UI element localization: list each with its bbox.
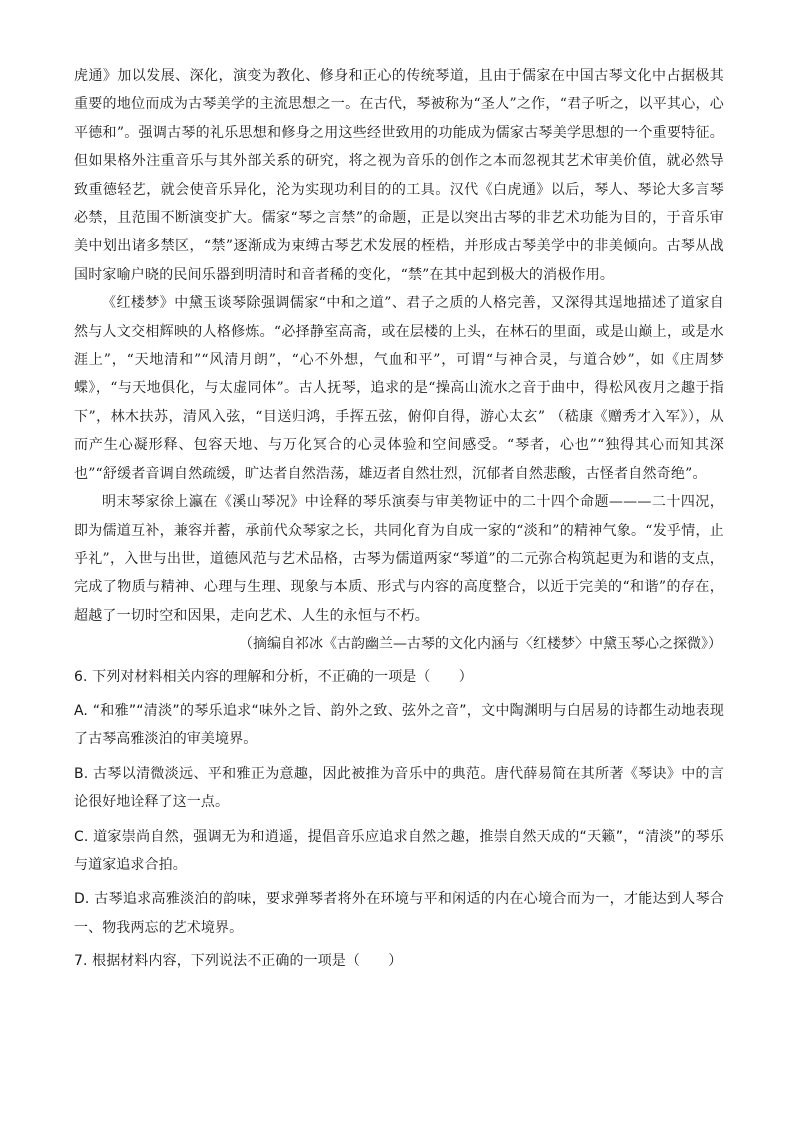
article-source: （摘编自祁冰《古韵幽兰—古琴的文化内涵与〈红楼梦〉中黛玉琴心之探微》）	[239, 636, 722, 653]
article-paragraph-2: 《红楼梦》中黛玉谈琴除强调儒家“中和之道”、君子之质的人格完善，又深得其逞地描述了道家自然与人文交相辉映的人格修炼。“必择静室高斋，或在层楼的上头，在林石的里面，或是山巅上，或是水涯上”，“天地清和”“风清月朗”，“心不外想，气血和平”，可谓“与神合灵，与道合妙”，如《庄周梦蝶》，“与天地俱化，与太虚同体”。古人抚琴，追求的是“操高山流水之音于曲中，得松风夜月之趣于指下”，林木扶苏，清风入弦，“目送归鸿，手挥五弦，俯仰自得，游心太玄” （嵇康《赠秀才入军》），从而产生心凝形释、包容天地、与万化冥合的心灵体验和空间感受。“琴者，心也”“独得其心而知其深也”“舒缓者音调自然疏缓，旷达者自然浩荡，雄迈者自然壮烈，沉郁者自然悲酸，古怪者自然奇绝”。	[74, 295, 724, 482]
question-6-option-d: D. 古琴追求高雅淡泊的韵味，要求弹琴者将外在环境与平和闲适的内在心境合而为一，才能达到人琴合一、物我两忘的艺术境界。	[74, 891, 724, 936]
question-6-option-a: A. “和雅”“清淡”的琴乐追求“味外之旨、韵外之致、弦外之音”，文中陶渊明与白居易的诗都生动地表现了古琴高雅淡泊的审美境界。	[74, 702, 724, 748]
article-paragraph-3: 明末琴家徐上瀛在《溪山琴况》中诠释的琴乐演奏与审美物证中的二十四个命题———二十四况，即为儒道互补，兼容并蓄，承前代众琴家之长，共同化育为自成一家的“淡和”的精神气象。“发乎情，止乎礼”，入世与出世，道德风范与艺术品格，古琴为儒道两家“琴道”的二元弥合构筑起更为和谐的支点，完成了物质与精神、心理与生理、现象与本质、形式与内容的高度整合，以近于完美的“和谐”的存在，超越了一切时空和因果，走向艺术、人生的永恒与不朽。	[74, 494, 724, 624]
question-7: 7. 根据材料内容，下列说法不正确的一项是（ ）	[74, 953, 403, 970]
question-6: 6. 下列对材料相关内容的理解和分析，不正确的一项是（ ）	[74, 668, 473, 685]
article-paragraph-1: 虎通》加以发展、深化，演变为教化、修身和正心的传统琴道，且由于儒家在中国古琴文化中占据极其重要的地位而成为古琴美学的主流思想之一。在古代，琴被称为“圣人”之作，“君子听之，以平其心，心平德和”。强调古琴的礼乐思想和修身之用这些经世致用的功能成为儒家古琴美学思想的一个重要特征。但如果格外注重音乐与其外部关系的研究，将之视为音乐的创作之本而忽视其艺术审美价值，就必然导致重德轻艺，就会使音乐异化，沦为实现功利目的的工具。汉代《白虎通》以后，琴人、琴论大多言琴必禁，且范围不断演变扩大。儒家“琴之言禁”的命题，正是以突出古琴的非艺术功能为目的，于音乐审美中划出诸多禁区，“禁”逐渐成为束缚古琴艺术发展的桎梏，并形成古琴美学中的非美倾向。古琴从战国时家喻户晓的民间乐器到明清时和音者稀的变化，“禁”在其中起到极大的消极作用。	[74, 68, 724, 283]
question-6-option-c: C. 道家崇尚自然，强调无为和逍遥，提倡音乐应追求自然之趣，推崇自然天成的“天籁”，“清淡”的琴乐与道家追求合拍。	[74, 828, 724, 873]
page-content	[74, 62, 724, 976]
question-6-option-b: B. 古琴以清微淡远、平和雅正为意趣，因此被推为音乐中的典范。唐代薛易简在其所著《琴诀》中的言论很好地诠释了这一点。	[74, 765, 724, 811]
